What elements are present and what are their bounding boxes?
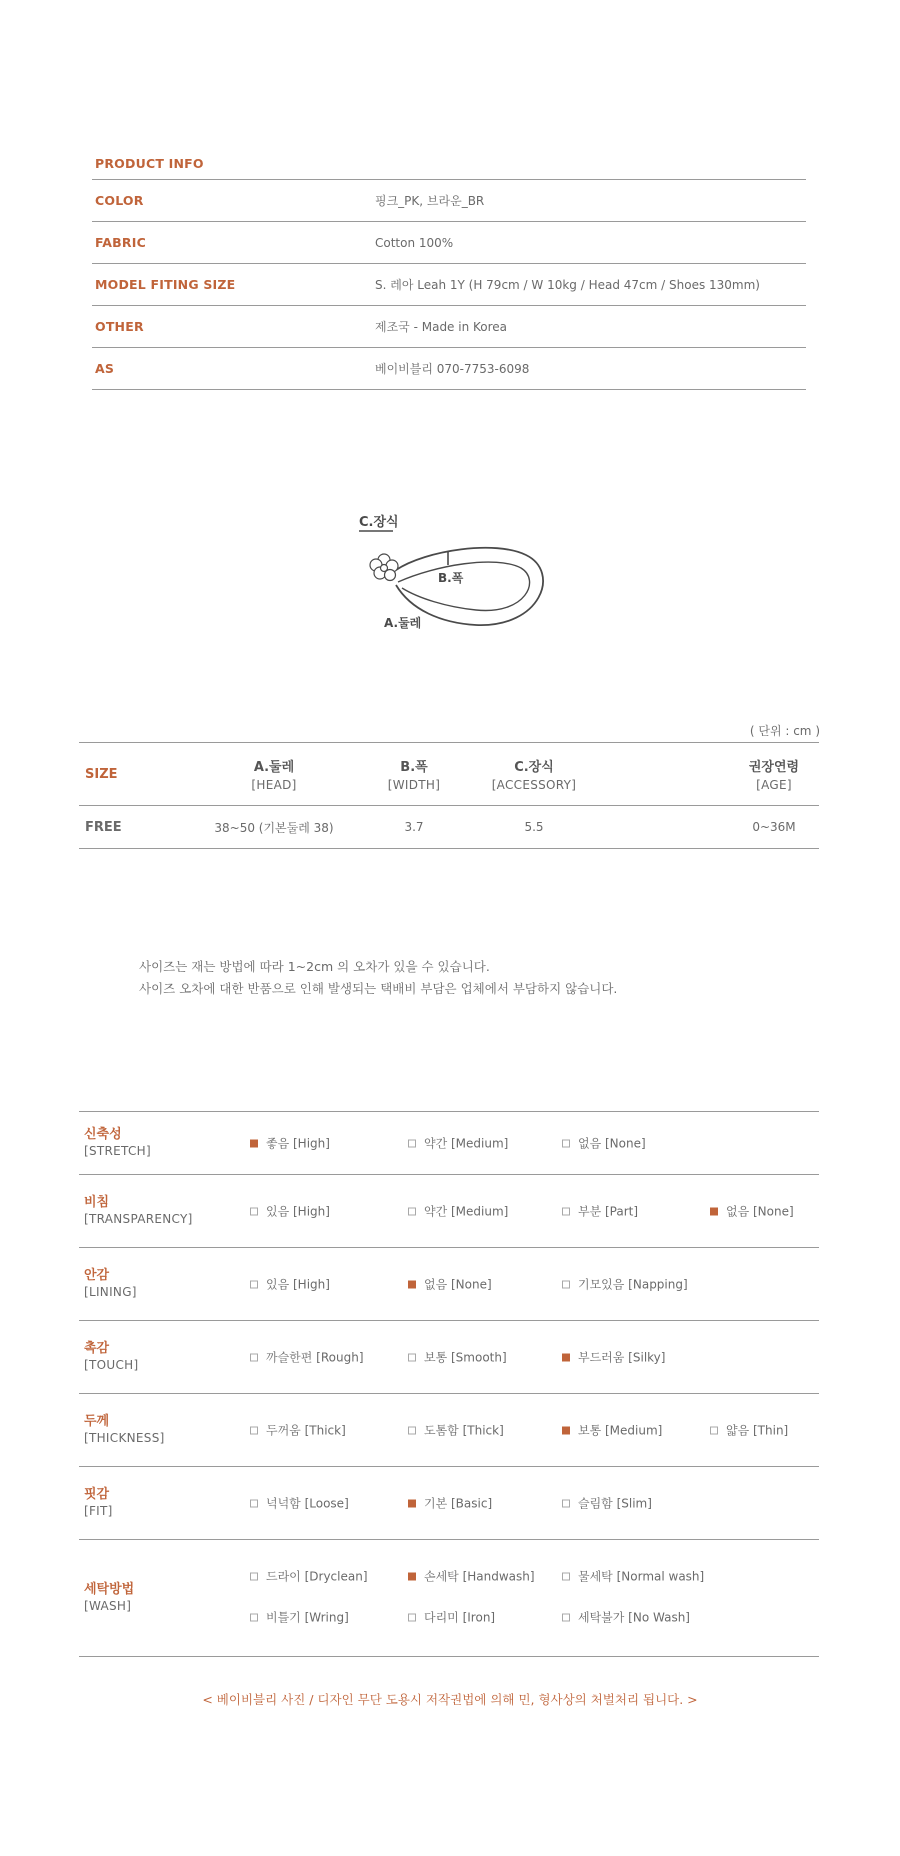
attr-option bbox=[710, 1422, 788, 1439]
checkbox-empty-icon bbox=[408, 1426, 416, 1434]
attr-name-ko: 안감 bbox=[84, 1268, 110, 1283]
age-header-cell bbox=[729, 743, 819, 805]
product-info-header bbox=[92, 148, 806, 180]
size-column-label: SIZE bbox=[85, 766, 118, 782]
unit-label: ( 단위 : cm ) bbox=[749, 724, 820, 738]
info-value: S. 레아 Leah 1Y (H 79cm / W 10kg / Head 47cm / Shoes 130mm) bbox=[375, 278, 760, 292]
notice-line: 사이즈 오차에 대한 반품으로 인해 발생되는 택배비 부담은 업체에서 부담하지 않습니다. bbox=[139, 981, 618, 996]
attr-option bbox=[562, 1568, 704, 1585]
column-title: C.장식 bbox=[514, 760, 554, 775]
attr-option bbox=[408, 1609, 495, 1626]
checkbox-empty-icon bbox=[408, 1353, 416, 1361]
option-label: 세탁불가 [No Wash] bbox=[578, 1610, 690, 1625]
option-label: 손세탁 [Handwash] bbox=[424, 1569, 535, 1584]
attr-option bbox=[408, 1422, 504, 1439]
option-label: 약간 [Medium] bbox=[424, 1136, 509, 1151]
attr-row-thickness bbox=[79, 1394, 819, 1467]
info-value: 제조국 - Made in Korea bbox=[375, 320, 508, 334]
option-label: 드라이 [Dryclean] bbox=[266, 1569, 368, 1584]
option-label: 까슬한편 [Rough] bbox=[266, 1350, 364, 1365]
checkbox-checked-icon bbox=[408, 1280, 416, 1288]
option-label: 없음 [None] bbox=[726, 1204, 794, 1219]
info-label: COLOR bbox=[95, 193, 144, 208]
attr-option bbox=[562, 1495, 652, 1512]
attr-label bbox=[84, 1414, 165, 1446]
attr-option bbox=[250, 1276, 330, 1293]
age-value: 0~36M bbox=[752, 820, 796, 834]
accessory-cell bbox=[469, 806, 599, 848]
info-value: 베이비블리 070-7753-6098 bbox=[375, 362, 530, 376]
notice-line: 사이즈는 재는 방법에 따라 1~2cm 의 오차가 있을 수 있습니다. bbox=[139, 959, 490, 974]
size-header-cell bbox=[79, 743, 205, 805]
checkbox-empty-icon bbox=[562, 1280, 570, 1288]
attr-option bbox=[562, 1349, 665, 1366]
label-b: B.폭 bbox=[438, 571, 464, 585]
option-label: 비틀기 [Wring] bbox=[266, 1610, 349, 1625]
width-cell bbox=[359, 806, 469, 848]
option-label: 기모있음 [Napping] bbox=[578, 1277, 688, 1292]
attr-label bbox=[84, 1341, 138, 1373]
checkbox-empty-icon bbox=[250, 1207, 258, 1215]
head-cell bbox=[199, 806, 349, 848]
attr-option bbox=[250, 1135, 330, 1152]
option-label: 없음 [None] bbox=[578, 1136, 646, 1151]
attr-name-en: [THICKNESS] bbox=[84, 1431, 165, 1445]
attr-option bbox=[250, 1495, 349, 1512]
attr-row-lining bbox=[79, 1248, 819, 1321]
checkbox-empty-icon bbox=[250, 1572, 258, 1580]
info-label: OTHER bbox=[95, 319, 144, 334]
attr-option bbox=[562, 1276, 688, 1293]
checkbox-empty-icon bbox=[250, 1613, 258, 1621]
checkbox-empty-icon bbox=[710, 1426, 718, 1434]
attr-option bbox=[710, 1203, 794, 1220]
attr-name-ko: 신축성 bbox=[84, 1127, 122, 1142]
size-value: FREE bbox=[85, 819, 122, 835]
attr-name-en: [WASH] bbox=[84, 1599, 132, 1613]
option-label: 보통 [Medium] bbox=[578, 1423, 663, 1438]
label-a: A.둘레 bbox=[384, 616, 422, 630]
checkbox-empty-icon bbox=[408, 1139, 416, 1147]
attr-name-ko: 촉감 bbox=[84, 1341, 110, 1356]
column-subtitle: [WIDTH] bbox=[387, 778, 441, 792]
accessory-value: 5.5 bbox=[524, 820, 544, 834]
attr-name-en: [STRETCH] bbox=[84, 1144, 151, 1158]
attr-option bbox=[250, 1422, 346, 1439]
product-info-table bbox=[92, 148, 806, 390]
column-title: 권장연령 bbox=[748, 760, 800, 775]
attr-name-en: [LINING] bbox=[84, 1285, 137, 1299]
checkbox-empty-icon bbox=[562, 1207, 570, 1215]
attr-row-touch bbox=[79, 1321, 819, 1394]
size-notice bbox=[139, 956, 617, 1000]
attr-label bbox=[84, 1582, 134, 1614]
width-value: 3.7 bbox=[404, 820, 424, 834]
attr-row-stretch bbox=[79, 1112, 819, 1175]
attr-label bbox=[84, 1195, 193, 1227]
attr-row-transparency bbox=[79, 1175, 819, 1248]
checkbox-empty-icon bbox=[250, 1426, 258, 1434]
attr-name-en: [TOUCH] bbox=[84, 1358, 139, 1372]
attr-name-ko: 두께 bbox=[84, 1414, 110, 1429]
headband-illustration bbox=[356, 510, 556, 640]
option-label: 물세탁 [Normal wash] bbox=[578, 1569, 705, 1584]
accessory-header-cell bbox=[469, 743, 599, 805]
info-value: 핑크_PK, 브라운_BR bbox=[375, 194, 485, 208]
attr-option bbox=[408, 1135, 508, 1152]
option-label: 도톰함 [Thick] bbox=[424, 1423, 504, 1438]
band-outer-line bbox=[396, 548, 543, 625]
checkbox-empty-icon bbox=[562, 1572, 570, 1580]
option-label: 있음 [High] bbox=[266, 1277, 330, 1292]
width-header-cell bbox=[359, 743, 469, 805]
attr-option bbox=[250, 1568, 368, 1585]
option-label: 기본 [Basic] bbox=[424, 1496, 493, 1511]
size-table-header bbox=[79, 743, 819, 806]
checkbox-empty-icon bbox=[250, 1280, 258, 1288]
info-label: FABRIC bbox=[95, 235, 146, 250]
attr-name-ko: 세탁방법 bbox=[84, 1582, 135, 1597]
product-info-title: PRODUCT INFO bbox=[95, 156, 204, 171]
size-cell bbox=[79, 806, 205, 848]
option-label: 슬림함 [Slim] bbox=[578, 1496, 652, 1511]
option-label: 다리미 [Iron] bbox=[424, 1610, 496, 1625]
attr-option bbox=[562, 1422, 662, 1439]
attr-name-ko: 핏감 bbox=[84, 1487, 110, 1502]
attr-option bbox=[408, 1495, 492, 1512]
column-subtitle: [HEAD] bbox=[251, 778, 297, 792]
attr-option bbox=[562, 1203, 638, 1220]
copyright-notice: < 베이비블리 사진 / 디자인 무단 도용시 저작권법에 의해 민, 형사상의 처벌처리 됩니다. > bbox=[202, 1692, 698, 1707]
attr-option bbox=[408, 1276, 492, 1293]
checkbox-empty-icon bbox=[562, 1499, 570, 1507]
checkbox-checked-icon bbox=[250, 1139, 258, 1147]
column-title: B.폭 bbox=[400, 760, 428, 775]
option-label: 보통 [Smooth] bbox=[424, 1350, 507, 1365]
attr-label bbox=[84, 1487, 113, 1519]
info-label: AS bbox=[95, 361, 115, 376]
label-c: C.장식 bbox=[359, 515, 399, 530]
info-row-model-size bbox=[92, 264, 806, 306]
column-title: A.둘레 bbox=[253, 760, 295, 775]
attr-option bbox=[250, 1203, 330, 1220]
attr-name-ko: 비침 bbox=[84, 1195, 110, 1210]
checkbox-checked-icon bbox=[562, 1353, 570, 1361]
info-row-fabric bbox=[92, 222, 806, 264]
checkbox-checked-icon bbox=[408, 1499, 416, 1507]
info-row-other bbox=[92, 306, 806, 348]
option-label: 부분 [Part] bbox=[578, 1204, 639, 1219]
checkbox-checked-icon bbox=[562, 1426, 570, 1434]
option-label: 없음 [None] bbox=[424, 1277, 492, 1292]
info-value: Cotton 100% bbox=[375, 235, 454, 250]
column-subtitle: [AGE] bbox=[756, 778, 792, 792]
attr-label bbox=[84, 1127, 151, 1159]
option-label: 넉넉함 [Loose] bbox=[266, 1496, 349, 1511]
option-label: 얇음 [Thin] bbox=[726, 1423, 789, 1438]
attr-row-fit bbox=[79, 1467, 819, 1540]
checkbox-empty-icon bbox=[250, 1499, 258, 1507]
fabric-attributes bbox=[79, 1111, 819, 1657]
attr-option bbox=[408, 1203, 508, 1220]
head-value: 38~50 (기본둘레 38) bbox=[214, 820, 334, 835]
attr-option bbox=[408, 1349, 507, 1366]
attr-row-wash bbox=[79, 1540, 819, 1657]
info-label: MODEL FITING SIZE bbox=[95, 277, 236, 292]
option-label: 약간 [Medium] bbox=[424, 1204, 509, 1219]
checkbox-empty-icon bbox=[408, 1207, 416, 1215]
option-label: 부드러움 [Silky] bbox=[578, 1350, 666, 1365]
checkbox-empty-icon bbox=[562, 1139, 570, 1147]
size-table bbox=[79, 742, 819, 849]
checkbox-empty-icon bbox=[562, 1613, 570, 1621]
checkbox-empty-icon bbox=[250, 1353, 258, 1361]
checkbox-empty-icon bbox=[408, 1613, 416, 1621]
attr-option bbox=[562, 1135, 646, 1152]
head-header-cell bbox=[199, 743, 349, 805]
column-subtitle: [ACCESSORY] bbox=[491, 778, 577, 792]
option-label: 있음 [High] bbox=[266, 1204, 330, 1219]
band-inner-line bbox=[398, 562, 530, 610]
option-label: 두꺼움 [Thick] bbox=[266, 1423, 346, 1438]
info-row-color bbox=[92, 180, 806, 222]
info-row-as bbox=[92, 348, 806, 390]
size-row-free bbox=[79, 806, 819, 849]
age-cell bbox=[729, 806, 819, 848]
option-label: 좋음 [High] bbox=[266, 1136, 330, 1151]
attr-option bbox=[562, 1609, 690, 1626]
checkbox-checked-icon bbox=[710, 1207, 718, 1215]
attr-name-en: [FIT] bbox=[84, 1504, 113, 1518]
headband-diagram bbox=[356, 510, 556, 640]
flower-accessory bbox=[370, 554, 398, 581]
checkbox-checked-icon bbox=[408, 1572, 416, 1580]
attr-label bbox=[84, 1268, 137, 1300]
attr-option bbox=[250, 1609, 349, 1626]
attr-name-en: [TRANSPARENCY] bbox=[84, 1212, 193, 1226]
attr-option bbox=[250, 1349, 364, 1366]
attr-option bbox=[408, 1568, 535, 1585]
